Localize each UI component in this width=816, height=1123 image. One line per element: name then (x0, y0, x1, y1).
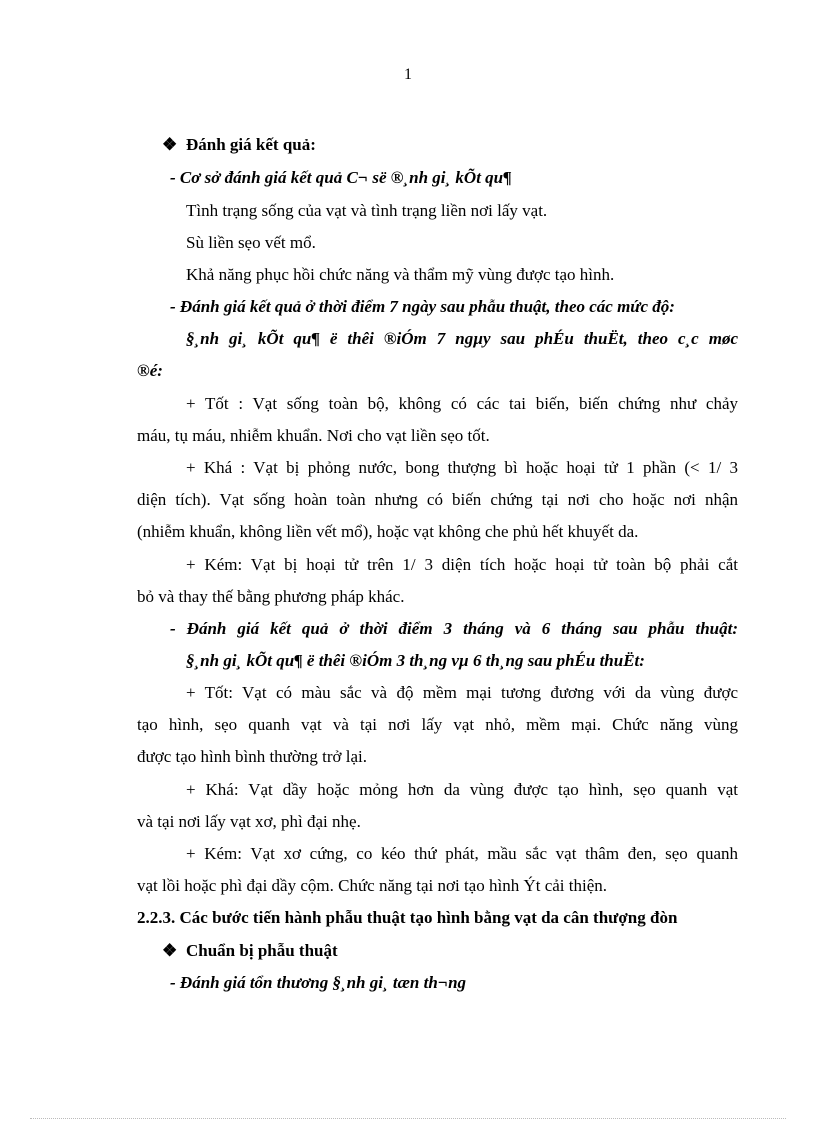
paragraph-line: được tạo hình bình thường trở lại. (137, 747, 368, 766)
criteria-line: Sù liền sẹo vết mổ. (186, 233, 316, 252)
page-bottom-divider (30, 1118, 786, 1119)
subheading-3-6-months-encoded: §¸nh gi¸ kÕt qu¶ ë thêi ®iÓm 3 th¸ng vµ 6 th¸ng sau phÉu thuËt: (186, 651, 645, 670)
subheading-7-days: - Đánh giá kết quả ở thời điểm 7 ngày sau phẫu thuật, theo các mức độ: (170, 297, 675, 316)
heading-text: Chuẩn bị phẫu thuật (186, 941, 338, 960)
subheading-criteria: - Cơ sở đánh giá kết quả C¬ së ®¸nh gi¸ kÕt qu¶ (170, 168, 512, 187)
paragraph-line: + Khá : Vạt bị phỏng nước, bong thượng bì hoặc hoại tử 1 phần (< 1/ 3 (186, 458, 738, 477)
paragraph-line: + Tốt: Vạt có màu sắc và độ mềm mại tương đương với da vùng được (186, 683, 738, 702)
paragraph-line: + Khá: Vạt dầy hoặc mỏng hơn da vùng được tạo hình, sẹo quanh vạt (186, 780, 738, 799)
paragraph-line: (nhiễm khuẩn, không liền vết mổ), hoặc vạt không che phủ hết khuyết da. (137, 522, 639, 541)
criteria-line: Tình trạng sống của vạt và tình trạng liền nơi lấy vạt. (186, 201, 548, 220)
paragraph-line: máu, tụ máu, nhiễm khuẩn. Nơi cho vạt liền sẹo tốt. (137, 426, 490, 445)
subheading-3-6-months: - Đánh giá kết quả ở thời điểm 3 tháng và 6 tháng sau phẫu thuật: (170, 619, 738, 638)
paragraph-line: bỏ và thay thế bằng phương pháp khác. (137, 587, 405, 606)
paragraph-line: vạt lồi hoặc phì đại dầy cộm. Chức năng tại nơi tạo hình Ýt cải thiện. (137, 876, 608, 895)
subheading-7-days-encoded-cont: ®é: (137, 361, 163, 380)
criteria-line: Khả năng phục hồi chức năng và thẩm mỹ vùng được tạo hình. (186, 265, 615, 284)
section-heading-evaluation (162, 134, 316, 156)
section-heading-preparation (162, 940, 338, 962)
subheading-7-days-encoded: §¸nh gi¸ kÕt qu¶ ë thêi ®iÓm 7 ngµy sau phÉu thuËt, theo c¸c møc (186, 329, 738, 348)
page-number: 1 (404, 66, 412, 83)
section-heading-2-2-3: 2.2.3. Các bước tiến hành phẫu thuật tạo hình bằng vạt da cân thượng đòn (137, 908, 678, 927)
paragraph-line: + Kém: Vạt bị hoại tử trên 1/ 3 diện tích hoặc hoại tử toàn bộ phải cắt (186, 555, 738, 574)
paragraph-line: + Kém: Vạt xơ cứng, co kéo thứ phát, mầu sắc vạt thâm đen, sẹo quanh (186, 844, 738, 863)
subheading-lesion-assessment: - Đánh giá tổn thương §¸nh gi¸ tæn th¬ng (170, 973, 467, 992)
paragraph-line: tạo hình, sẹo quanh vạt và tại nơi lấy vạt nhỏ, mềm mại. Chức năng vùng (137, 715, 738, 734)
paragraph-line: + Tốt : Vạt sống toàn bộ, không có các tai biến, biến chứng như chảy (186, 394, 738, 413)
heading-text: Đánh giá kết quả: (186, 135, 316, 154)
diamond-bullet-icon: ❖ (162, 135, 178, 154)
paragraph-line: diện tích). Vạt sống hoàn toàn nhưng có biến chứng tại nơi cho hoặc nơi nhận (137, 490, 738, 509)
paragraph-line: và tại nơi lấy vạt xơ, phì đại nhẹ. (137, 812, 361, 831)
diamond-bullet-icon: ❖ (162, 941, 178, 960)
